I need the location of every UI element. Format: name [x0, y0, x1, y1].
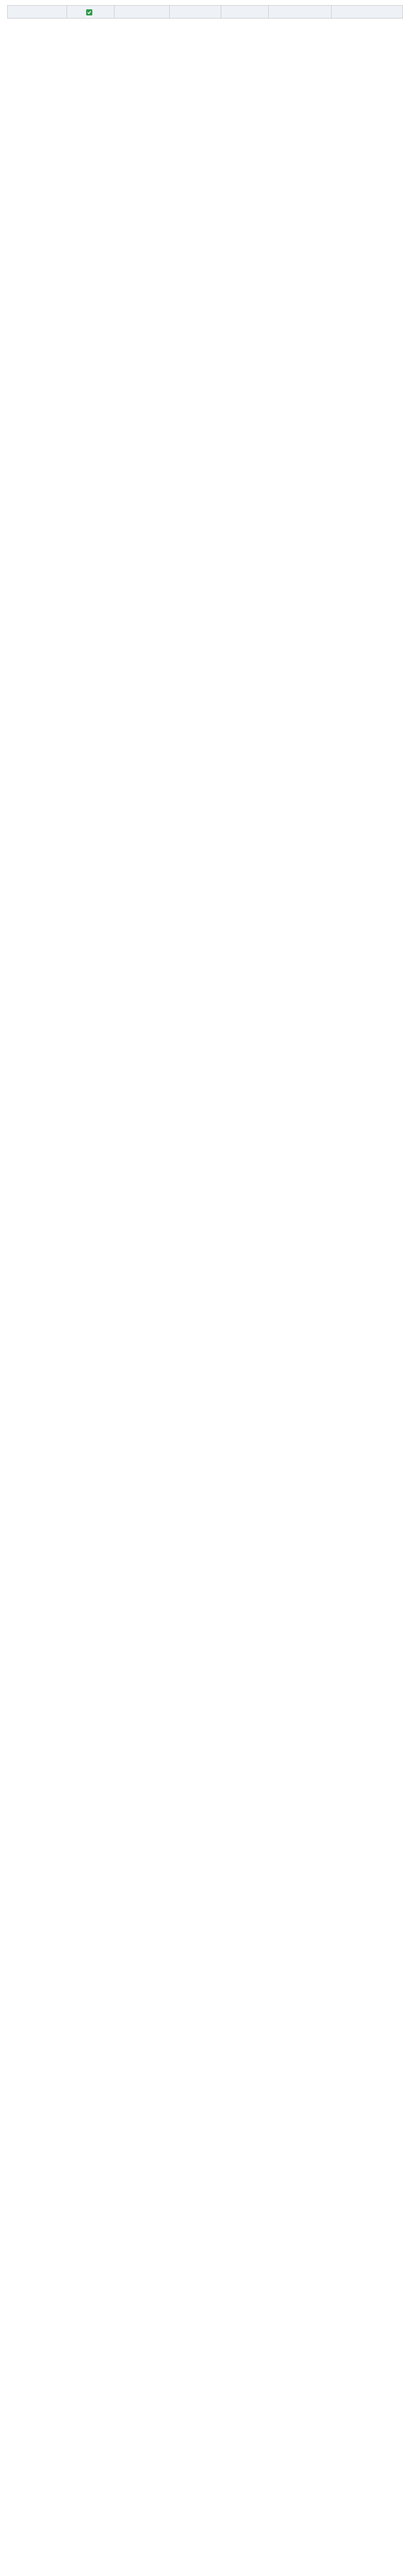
column-header — [8, 6, 67, 19]
column-header — [114, 6, 169, 19]
badge-icon — [86, 9, 92, 15]
header-row — [8, 6, 403, 19]
column-header — [268, 6, 332, 19]
column-header — [170, 6, 221, 19]
column-header — [332, 6, 403, 19]
column-header — [221, 6, 268, 19]
column-header-with-badge — [67, 6, 114, 19]
data-table — [7, 5, 403, 19]
